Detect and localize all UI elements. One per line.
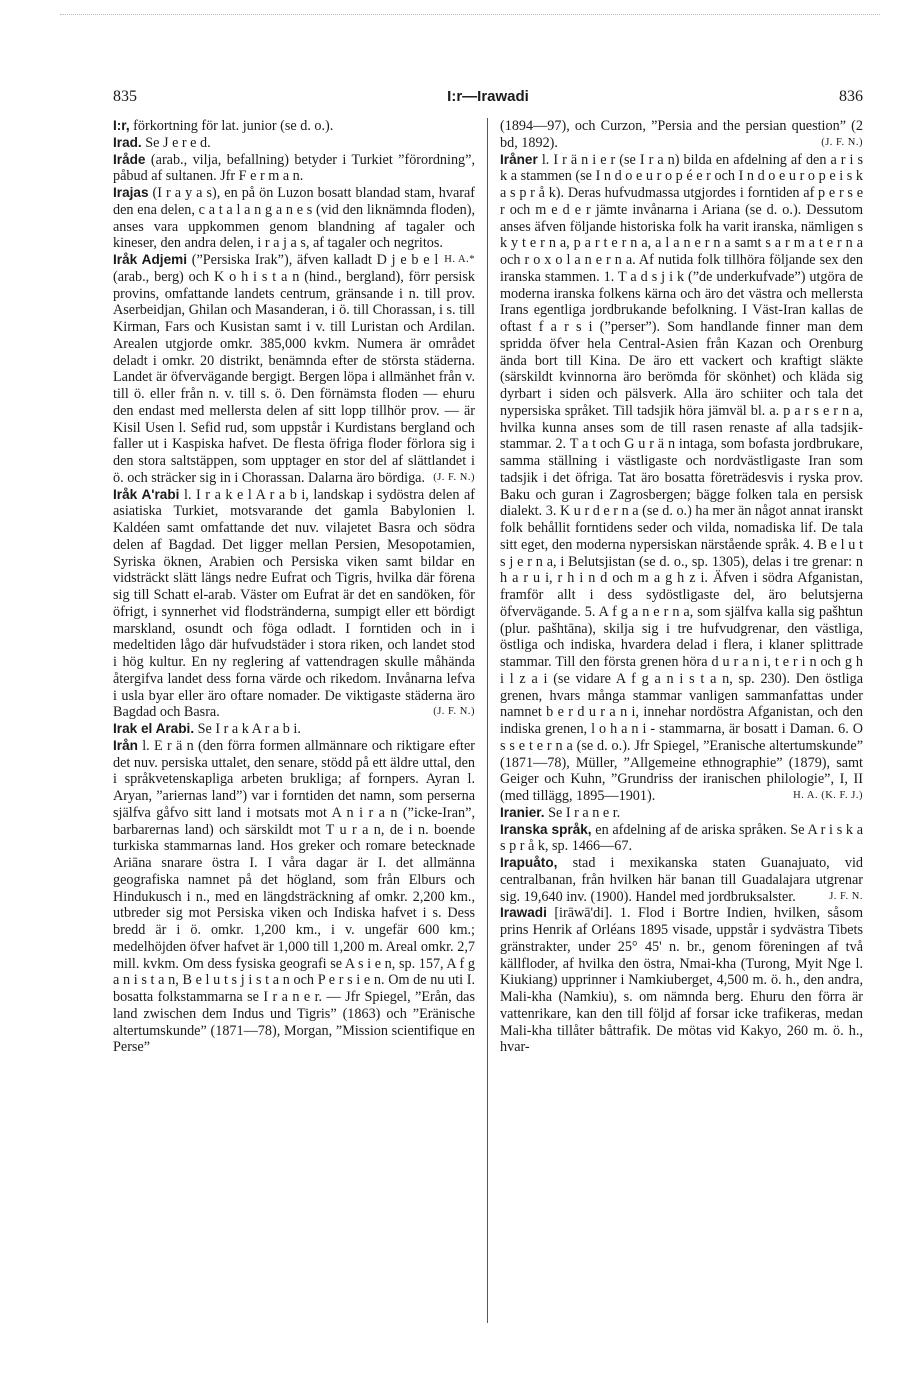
headword: Iråner [500,151,538,167]
left-column [113,118,475,1056]
headword: Iråde [113,151,146,167]
headword: Irak el Arabi. [113,721,195,736]
entry-text: l. E r ä n (den förra formen allmännare och riktigare efter det nuv. persiska uttalet, den senare, stödd på ett äldre uttal, den i språkvetenskapliga arbeten brukliga; af fornpers. Ayran l. Aryan, ”ariernas land”) var i forntiden det namn, som perserna själfva gåfvo sitt land i motsats mot A n i r a n (”icke-Iran”, barbarernas land) och särskildt mot T u r a n, de i n. boende turkiska stammarnas land. Hos greker och romare betecknade Ariāna snarare östra I. I våra dagar är I. det allmänna geografiska namnet på det högland, som från Elburs och Hindukusch i n., med en längdsträckning af omkr. 2,200 km., utbreder sig mot Persiska viken och Indiska hafvet i s. Dess bredd är i ö. omkr. 1,200 km., i v. ungefär 600 km.; medelhöjden öfver hafvet är 1,000 till 1,200 m. Areal omkr. 2,7 mill. kvkm. Om dess fysiska geografi se A s i e n, sp. 157, A f g a n i s t a n, B e l u t s j i s t a n och P e r s i e n. Om de nu uti I. bosatta folkstammarna se I r a n e r. — Jfr Spiegel, ”Erån, das land zwischen dem Indus und Tigris” (1863) och ”Eränische altertumskunde” (1871—78), Morgan, ”Mission scientifique en Perse” [113,737,476,1056]
entry-irawadi [500,905,863,1056]
entry-irak-el-arabi [113,721,475,738]
right-page-number: 836 [839,88,863,105]
entry-text: l. I r a k e l A r a b i, landskap i sydöstra delen af asiatiska Turkiet, motsvarande det gamla Babylonien l. Kaldéen samt omfattande det nuv. vilajetet Basra och södra delen af Bagdad. Det ligger mellan Persien, Mesopotamien, Syriska öknen, Arabien och Persiska viken samt bildar en vidsträckt slätt längs nedre Eufrat och Tigris, hvilka där förena sig till Schatt el-arab. Väster om Eufrat är det en sandöken, för öfrigt, i synnerhet vid flodstränderna, sumpigt eller ett bördigt marskland, osundt och föga odladt. I forntiden och in i medeltiden lågo där hufvudstäder i stora riken, och landet stod i hög kultur. En ny reglering af vattendragen skulle måhända återgifva landet dess forna värde och rikedom. Invånarna lefva i usla byar eller äro oftare nomader. De viktigaste städerna äro Bagdad och Basra. [113,486,475,721]
scan-top-edge [60,14,880,15]
entry-ir [113,118,475,135]
author-signature: H. A. (K. F. J.) [793,790,863,801]
entry-text: Se I r a n e r. [548,804,621,821]
entry-irad [113,135,475,152]
author-signature: (J. F. N.) [433,471,475,483]
entry-text: (1894—97), och Curzon, ”Persia and the persian question” (2 bd, 1892). [500,118,863,151]
entry-text: förkortning för lat. junior (se d. o.). [133,118,334,134]
running-head: I:r—Irawadi [447,88,529,105]
entry-irapuato [500,855,863,905]
author-signature: (J. F. N.) [821,136,863,148]
headword: Irapuåto, [500,855,558,870]
entry-text: en afdelning af de ariska språken. Se A r i s k a s p r å k, sp. 1466—67. [500,821,863,855]
entry-text: (”Persiska Irak”), äfven kalladt D j e b e l (arab., berg) och K o h i s t a n (hind., bergland), förr persisk provins, omfattande landets centrum, gränsande i n. till prov. Aserbeidjan, Ghilan och Masanderan, i ö. till Chorassan, i s. till Kirman, Fars och Kusistan samt i v. till Luristan och Ardilan. Arealen utgjorde omkr. 385,000 kvkm. Numera är området deladt i omkr. 20 distrikt, benämnda efter de största städerna. Landet är öfvervägande bergigt. Bergen löpa i allmänhet från v. till ö. eller från n. v. till s. ö. Den förnämsta floden — ehuru den endast med mellersta delen af sitt lopp tillhör prov. — är Kisil Usen l. Sefid rud, som uppstår i Kurdistans bergland och faller ut i Kaspiska hafvet. De flesta öfriga floder förlora sig i den stora saltstäppen, som upptager en stor del af slättlandet i ö. och sträcker sig in i Chorassan. Dalarna äro bördiga. [113,252,475,486]
headword: Irån [113,737,138,753]
entry-irak-adjemi [113,252,475,487]
entry-text: [irāwā'di]. 1. Flod i Bortre Indien, hvilken, såsom prins Henrik af Orléans 1895 visade, uppstår i sydvästra Tibets gränstrakter, under 25° 45' n. br., genom föreningen af två källfloder, af hvilka den östra, Nmai-kha (Turong, Myit Nge l. Kiukiang) upprinner i Namkiuberget, 4,500 m. ö. h., den andra, Mali-kha (Namkiu), s. om nämnda berg. Ehuru den förra är vattenrikare, kan den till följd af forsar icke trafikeras, medan Mali-kha tillåter båttrafik. De mötas vid Kakyo, 260 m. ö. h., hvar- [500,905,863,1056]
headword: Iranier. [500,804,545,820]
entry-iranska-sprak [500,822,863,856]
headword: Iranska språk, [500,821,592,837]
page-header [113,88,863,112]
entry-iraner [500,152,863,805]
author-signature: (J. F. N.) [433,706,475,718]
headword: Irajas [113,185,149,200]
entry-text: stad i mexikanska staten Guanajuato, vid centralbanan, från hvilken här banan till Guadalajara utgrenar sig. 19,640 inv. (1900). Handel med jordbruksalster. [500,855,864,905]
entry-text: (arab., vilja, befallning) betyder i Turkiet ”förordning”, påbud af sultanen. Jfr F e r m a n. [113,151,475,185]
headword: Irawadi [500,905,547,921]
entry-iranier [500,805,863,822]
entry-iran [113,738,475,1056]
headword: Iråk Adjemi [113,252,187,267]
right-column [500,118,863,1056]
headword: Irad. [113,134,142,150]
author-signature: J. F. N. [829,890,863,902]
entry-iran-continued [500,118,863,152]
entry-text: Se J e r e d. [145,134,211,151]
author-signature: H. A.* [444,254,475,265]
entry-irade [113,152,475,186]
entry-text: Se I r a k A r a b i. [197,721,301,737]
entry-text: l. I r ä n i e r (se I r a n) bilda en afdelning af den a r i s k a stammen (se I n d o e u r o p é e r och I n d o e u r o p e i s k a s p r å k). Deras hufvudmassa utgjordes i forntiden af p e r s e r och m e d e r jämte invånarna i Ariana (se d. o.). Dessutom anses äfven följande historiska folk ha varit iranska, nämligen s k y t e r n a, p a r t e r n a, a l a n e r n a samt s a r m a t e r n a och r o x o l a n e r n a. Af nutida folk tillhöra följande sex den iranska stammen. 1. T a d s j i k (”de underkufvade”) utgöra de moderna iranska folkens kärna och äro det västra och mellersta Irans egentliga jordbrukande befolkning. I Väst-Iran kallas de oftast f a r s i (”perser”). Som handlande finner man dem spridda öfver hela Central-Asien från Kazan och Orenburg ända bort till Kina. De äro ett vackert och kraftigt släkte (särskildt kvinnorna äro berömda för skönhet) och kläda sig dyrbart i siden och pälsverk. Alla äro schiiter och tala det nypersiska språket. Till tadsjik höra jämväl bl. a. p a r s e r n a, hvilka kunna anses som de till rasen renaste af alla tadsjik-stammar. 2. T a t och G u r ä n intaga, som bofasta jordbrukare, samma ställning i västligaste och nordvästligaste Iran som tadsjik i det öfriga. Tat äro bosatta företrädesvis i ryska prov. Baku och guran i Zagrosbergen; bägge folken tala en persisk dialekt. 3. K u r d e r n a (se d. o.) ha mer än något annat iranskt folk behållit forntidens seder och vilda, nomadiska lif. De tala sitt eget, den moderna nypersiskan närstående språk. 4. B e l u t s j e r n a, i Belutsjistan (se d. o., sp. 1305), delas i tre grenar: n h a r u i, r h i n d och m a g h z i. Äfven i södra Afganistan, framför allt i dess sydöstligaste del, äro belutsjerna öfvervägande. 5. A f g a n e r n a, som själfva kalla sig pašhtun (plur. pašhtāna), skilja sig i tre hufvudgrenar, den västliga, östliga och indiska, hvardera delad i flera, i klaner splittrade stammar. Till den första grenen höra d u r a n i, t e r i n och g h i l z a i (se vidare A f g a n i s t a n, sp. 230). Den östliga grenen, hvars många stammar vanligen sammanfattas under namnet b e r d u r a n i, innehar nordöstra Afganistan, och den indiska grenen, l o h a n i - stammarna, är bosatt i Daman. 6. O s s e t e r n a (se d. o.). Jfr Spiegel, ”Eranische altertumskunde” (1871—78), Müller, ”Allgemeine ethnographie” (1879), samt Geiger och Kuhn, ”Grundriss der iranischen philologie”, I, II (med tillägg, 1895—1901). [500,151,864,804]
entry-text: (I r a y a s), en på ön Luzon bosatt blandad stam, hvaraf den ena delen, c a t a l a n g a n e s (vid den liknämnda floden), anses vara uppkommen genom blandning af tagaler och kineser, den andra delen, i r a j a s, af tagaler och negritos. [113,185,475,252]
left-page-number: 835 [113,88,137,105]
headword: Iråk A'rabi [113,486,180,502]
headword: I:r, [113,118,130,133]
column-divider [487,118,488,1323]
entry-irak-arabi [113,487,475,722]
